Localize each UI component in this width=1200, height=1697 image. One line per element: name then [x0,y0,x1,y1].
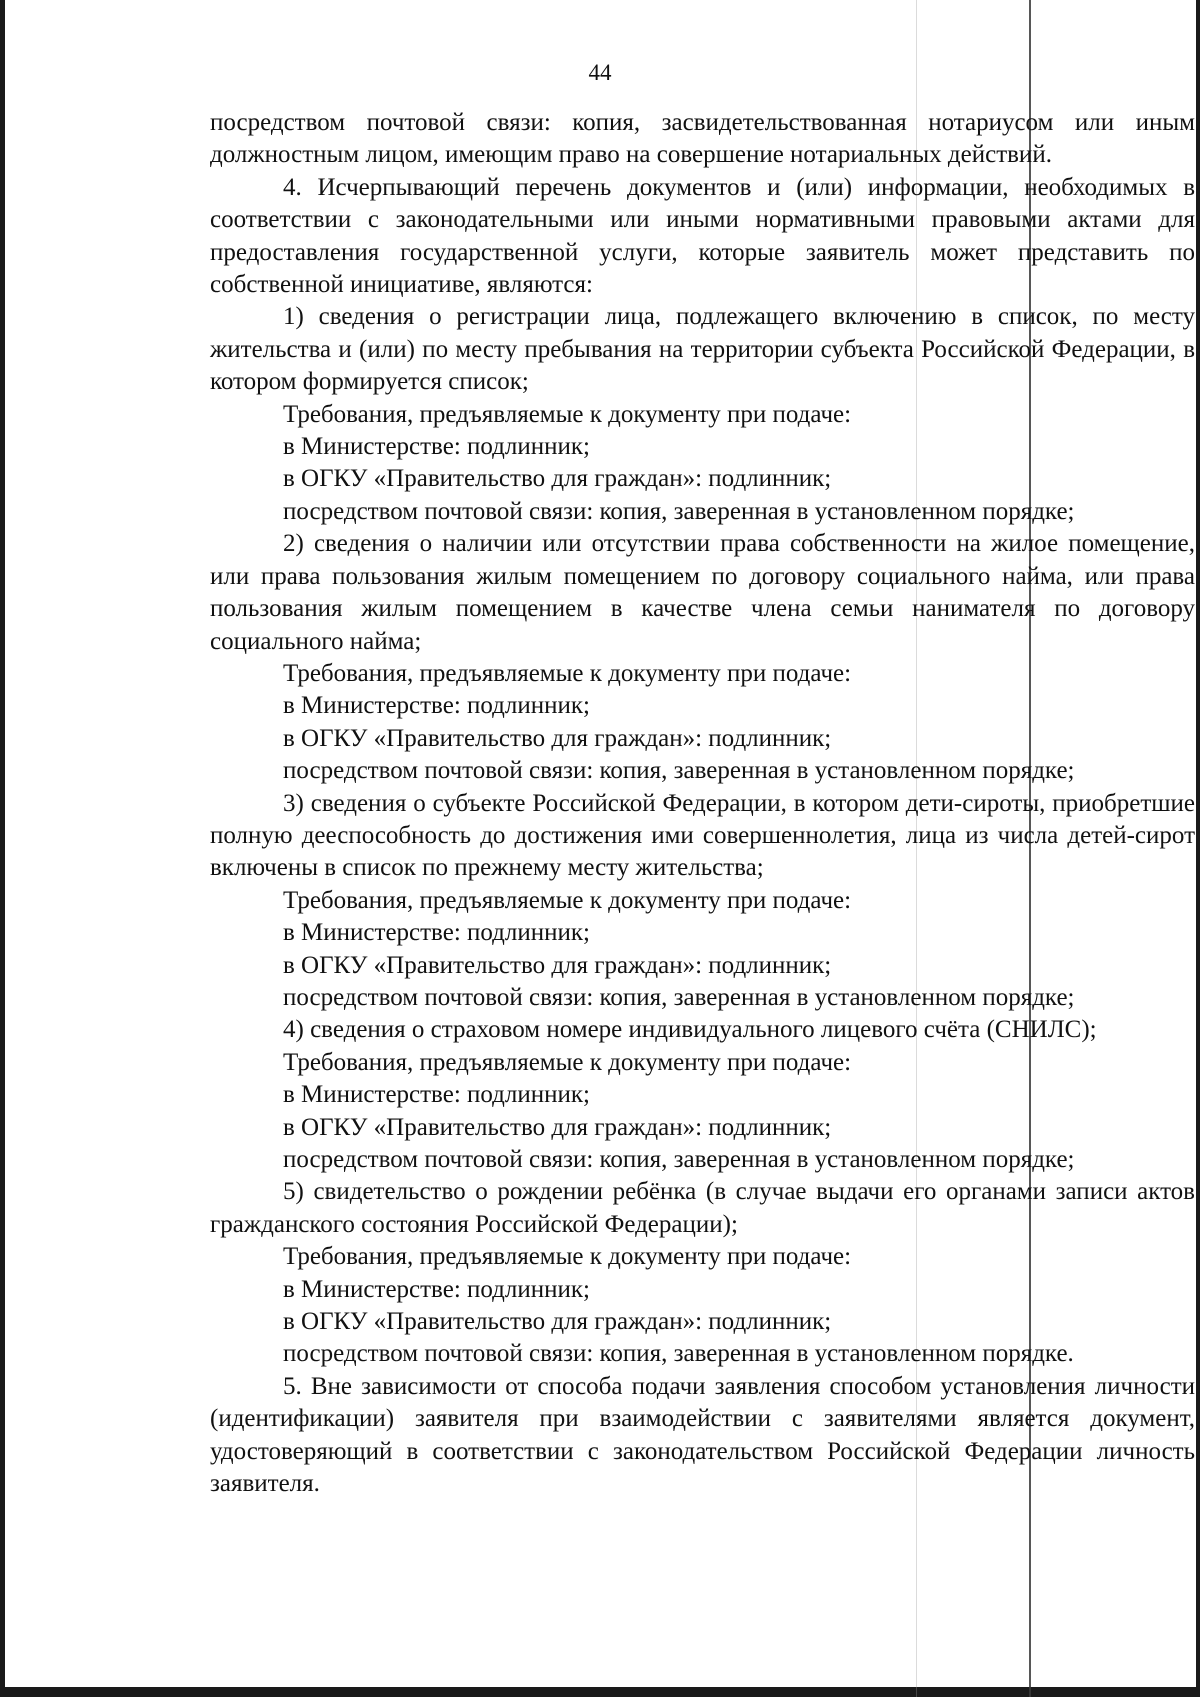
paragraph: Требования, предъявляемые к документу при подаче: [283,886,852,914]
paragraph: Требования, предъявляемые к документу при подаче: [283,400,852,428]
paragraph: в ОГКУ «Правительство для граждан»: подлинник; [283,724,832,752]
paragraph: 5. Вне зависимости от способа подачи заявления способом установления личности (идентификации) заявителя при взаимодействии с заявителями является документ, удостоверяющий в соответствии с законодательством Российской Федерации личность заявителя. [210,1372,1195,1498]
paragraph: в ОГКУ «Правительство для граждан»: подлинник; [283,1308,832,1336]
paragraph: в ОГКУ «Правительство для граждан»: подлинник; [283,1113,832,1141]
document-body [210,107,1195,1500]
paragraph: посредством почтовой связи: копия, заверенная в установленном порядке; [283,497,1075,525]
paragraph: посредством почтовой связи: копия, заверенная в установленном порядке; [283,1146,1075,1173]
paragraph: в Министерстве: подлинник; [283,919,590,947]
scan-border-right [1196,0,1200,1697]
scan-border-left [0,0,5,1697]
paragraph: 1) сведения о регистрации лица, подлежащего включению в список, по месту жительства и (или) по месту пребывания на территории субъекта Российской Федерации, в котором формируется список; [210,303,1195,396]
paragraph: посредством почтовой связи: копия, заверенная в установленном порядке; [283,757,1075,785]
paragraph: в ОГКУ «Правительство для граждан»: подлинник; [283,465,832,493]
paragraph: в Министерстве: подлинник; [283,1275,590,1303]
paragraph: посредством почтовой связи: копия, заверенная в установленном порядке. [283,1340,1074,1368]
paragraph: посредством почтовой связи: копия, засвидетельствованная нотариусом или иным должностным лицом, имеющим право на совершение нотариальных действий. [210,109,1195,169]
paragraph: Требования, предъявляемые к документу при подаче: [283,1048,852,1076]
paragraph: 4) сведения о страховом номере индивидуального лицевого счёта (СНИЛС); [283,1016,1097,1044]
paragraph: в Министерстве: подлинник; [283,692,590,720]
paragraph: 4. Исчерпывающий перечень документов и (или) информации, необходимых в соответствии с законодательными или иными нормативными правовыми актами для предоставления государственной услуги, которые заявитель может представить по собственной инициативе, являются: [210,173,1195,299]
paragraph: в Министерстве: подлинник; [283,1081,590,1109]
paragraph: в ОГКУ «Правительство для граждан»: подлинник; [283,951,832,979]
paragraph: 3) сведения о субъекте Российской Федерации, в котором дети-сироты, приобретшие полную дееспособность до достижения ими совершеннолетия, лица из числа детей-сирот включены в список по прежнему месту жительства; [210,789,1195,882]
paragraph: Требования, предъявляемые к документу при подаче: [283,1243,852,1271]
page-number: 44 [588,60,612,85]
paragraph: Требования, предъявляемые к документу при подаче: [283,659,852,687]
paragraph: в Министерстве: подлинник; [283,433,590,461]
paragraph: 2) сведения о наличии или отсутствии права собственности на жилое помещение, или права пользования жилым помещением по договору социального найма, или права пользования жилым помещением в качестве члена семьи нанимателя по договору социального найма; [210,530,1195,655]
paragraph: 5) свидетельство о рождении ребёнка (в случае выдачи его органами записи актов гражданского состояния Российской Федерации); [210,1178,1195,1238]
paragraph: посредством почтовой связи: копия, заверенная в установленном порядке; [283,983,1075,1011]
scan-border-bottom [0,1687,1200,1697]
